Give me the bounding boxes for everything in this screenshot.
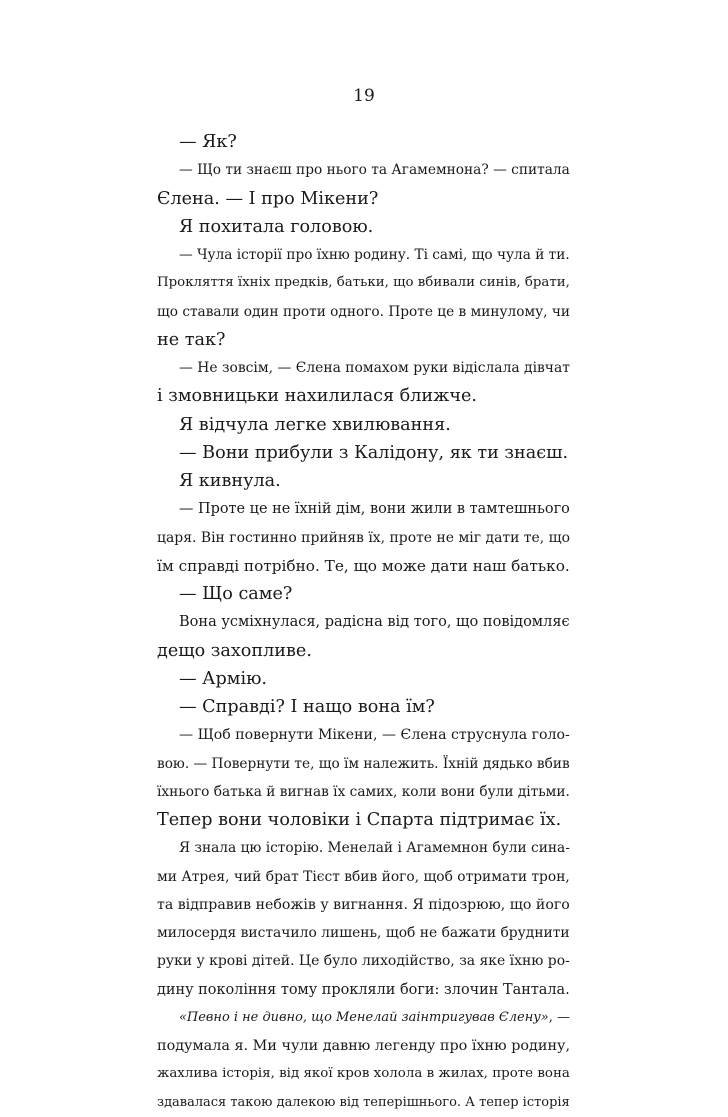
text-line: здавалася такою далекою від теперішнього. А тепер історія [157, 1094, 570, 1110]
text-line: Я кивнула. [179, 471, 281, 491]
text-line: — Армію. [179, 668, 267, 689]
text-line: ми Атрея, чий брат Тієст вбив його, щоб отримати трон, [157, 868, 570, 885]
text-line: їхнього батька й вигнав їх самих, коли вони були дітьми. [157, 783, 570, 800]
text-line: «Певно і не дивно, що Менелай заінтригував Єлену», — [179, 1009, 570, 1025]
text-line: — Як? [179, 132, 237, 152]
text-line: руки у крові дітей. Це було лиходійство, за яке їхню ро- [157, 953, 570, 970]
text-line: вою. — Повернути те, що їм належить. Їхній дядько вбив [157, 755, 570, 772]
page-number: 19 [353, 86, 375, 106]
text-line: — Чула історії про їхню родину. Ті самі, що чула й ти. [179, 247, 570, 263]
text-line: дещо захопливе. [157, 640, 312, 661]
text-line: Прокляття їхніх предків, батьки, що вбивали синів, брати, [157, 275, 570, 291]
text-line: Я знала цю історію. Менелай і Агамемнон були сина- [179, 840, 570, 857]
text-line: — Справді? І нащо вона їм? [179, 697, 435, 717]
text-line: милосердя вистачило лишень, щоб не бажати бруднити [157, 925, 570, 941]
text-line: — Щоб повернути Мікени, — Єлена струснула голо- [179, 727, 570, 744]
text-line: Я похитала головою. [179, 216, 374, 237]
text-line: — Не зовсім, — Єлена помахом руки відіслала дівчат [179, 360, 570, 376]
text-line: Тепер вони чоловіки і Спарта підтримає їх. [157, 810, 562, 830]
text-line: жахлива історія, від якої кров холола в жилах, проте вона [157, 1066, 570, 1082]
text-line: Вона усміхнулася, радісна від того, що повідомляє [179, 614, 570, 631]
text-line: дину покоління тому прокляли боги: злочин Тантала. [157, 981, 570, 998]
text-line: Єлена. — І про Мікени? [157, 188, 379, 209]
text-line: — Вони прибули з Калідону, як ти знаєш. [179, 442, 569, 463]
text-line: їм справді потрібно. Те, що може дати наш батько. [157, 556, 570, 575]
text-line: царя. Він гостинно прийняв їх, проте не міг дати те, що [157, 529, 570, 546]
body-text [157, 128, 570, 1117]
text-line: — Проте це не їхній дім, вони жили в тамтешнього [179, 501, 570, 518]
text-line: що ставали один проти одного. Проте це в минулому, чи [157, 303, 571, 320]
text-line: Я відчула легке хвилювання. [179, 414, 451, 435]
text-line: не так? [157, 329, 226, 350]
text-line: і змовницьки нахилилася ближче. [157, 386, 477, 407]
text-line: — Що ти знаєш про нього та Агамемнона? — спитала [179, 162, 570, 179]
text-line: та відправив небожів у вигнання. Я підозрюю, що його [157, 896, 570, 913]
text-line: подумала я. Ми чули давню легенду про їхню родину, [157, 1038, 571, 1054]
text-line: — Що саме? [179, 584, 293, 604]
